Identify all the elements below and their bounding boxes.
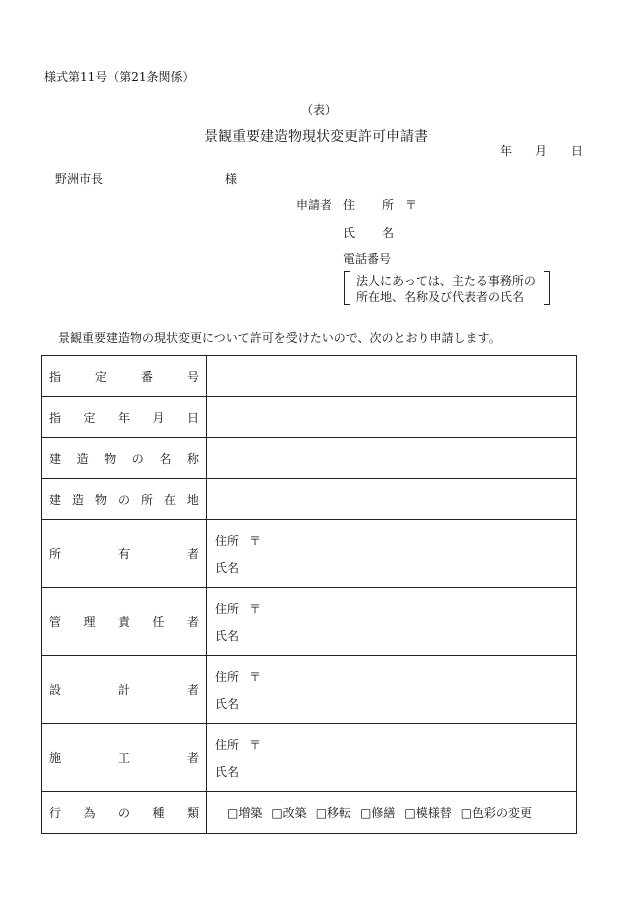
label-char: 計: [117, 683, 130, 697]
row-label: [42, 356, 207, 397]
label-char: 施: [49, 751, 62, 765]
table-row-contractor: [42, 724, 577, 792]
table-row-designation-date: [42, 397, 577, 438]
label-char: 地: [186, 492, 199, 507]
label-char: 月: [152, 410, 165, 425]
row-label: [42, 397, 207, 438]
label-char: 指: [49, 369, 62, 384]
contractor-postal-mark: 〒: [249, 738, 262, 752]
label-char: 番: [140, 369, 153, 384]
label-char: 定: [83, 410, 96, 425]
applicant-address-label-2: 所: [382, 198, 395, 212]
label-char: 定: [94, 369, 107, 384]
row-label: [42, 479, 207, 520]
label-char: 責: [117, 615, 130, 629]
checkbox-relocation[interactable]: □移転: [315, 806, 352, 820]
application-statement: 景観重要建造物の現状変更について許可を受けたいので、次のとおり申請します。: [58, 331, 501, 345]
applicant-name-label-2: 名: [382, 226, 395, 240]
contractor-field[interactable]: [207, 724, 577, 792]
label-char: 造: [71, 492, 84, 507]
label-char: 所: [140, 492, 153, 507]
owner-field[interactable]: [207, 520, 577, 588]
label-char: 年: [117, 410, 130, 425]
label-char: 物: [104, 451, 117, 466]
applicant-phone-label: 電話番号: [343, 252, 392, 266]
manager-postal-mark: 〒: [249, 602, 262, 616]
page-title: 景観重要建造物現状変更許可申請書: [204, 129, 428, 145]
bracket-left: [344, 271, 350, 305]
date-month-label: 月: [535, 144, 548, 158]
designation-number-field[interactable]: [207, 356, 577, 397]
label-char: 造: [76, 451, 89, 466]
date-year-label: 年: [500, 144, 513, 158]
corporate-note-line-1: 法人にあっては、主たる事務所の: [356, 274, 536, 288]
building-location-field[interactable]: [207, 479, 577, 520]
owner-address-label: 住所: [215, 534, 240, 548]
table-row-manager: [42, 588, 577, 656]
table-row-building-name: [42, 438, 577, 479]
applicant-postal-mark: 〒: [405, 198, 418, 212]
action-type-field: [207, 792, 577, 834]
label-char: 工: [117, 751, 130, 765]
checkbox-remodel[interactable]: □模様替: [404, 806, 452, 820]
table-row-building-location: [42, 479, 577, 520]
table-row-designation-number: [42, 356, 577, 397]
date-day-label: 日: [571, 144, 584, 158]
label-char: 号: [186, 369, 199, 384]
manager-address-label: 住所: [215, 602, 240, 616]
applicant-name-label-1: 氏: [343, 226, 356, 240]
row-label: [42, 792, 207, 834]
designer-postal-mark: 〒: [249, 670, 262, 684]
label-char: 物: [94, 492, 107, 507]
label-char: 者: [186, 615, 199, 629]
bracket-right: [544, 271, 550, 305]
label-char: 日: [186, 410, 199, 425]
checkbox-color-change[interactable]: □色彩の変更: [460, 806, 533, 820]
designer-field[interactable]: [207, 656, 577, 724]
label-char: 為: [83, 806, 96, 820]
manager-name-label: 氏名: [215, 629, 240, 643]
label-char: 称: [186, 451, 199, 466]
label-char: 管: [49, 615, 62, 629]
application-table: [41, 355, 577, 834]
label-char: 名: [159, 451, 172, 466]
label-char: の: [131, 451, 144, 466]
row-label: [42, 520, 207, 588]
table-row-action-type: [42, 792, 577, 834]
label-char: 種: [152, 806, 165, 820]
row-label: [42, 656, 207, 724]
applicant-address-label-1: 住: [343, 198, 356, 212]
owner-name-label: 氏名: [215, 561, 240, 575]
form-side: （表）: [301, 103, 338, 117]
checkbox-repair[interactable]: □修繕: [360, 806, 396, 820]
form-number: 様式第11号（第21条関係）: [44, 70, 195, 84]
label-char: 有: [117, 547, 130, 561]
designer-name-label: 氏名: [215, 697, 240, 711]
checkbox-rebuild[interactable]: □改築: [271, 806, 307, 820]
label-char: 者: [186, 547, 199, 561]
honorific: 様: [225, 172, 238, 186]
row-label: [42, 724, 207, 792]
label-char: 設: [49, 683, 62, 697]
label-char: 所: [49, 547, 62, 561]
addressee: 野洲市長: [55, 172, 104, 186]
label-char: 在: [163, 492, 176, 507]
row-label: [42, 438, 207, 479]
applicant-label: 申請者: [296, 198, 333, 212]
label-char: 指: [49, 410, 62, 425]
manager-field[interactable]: [207, 588, 577, 656]
owner-postal-mark: 〒: [249, 534, 262, 548]
table-row-owner: [42, 520, 577, 588]
corporate-note-line-2: 所在地、名称及び代表者の氏名: [356, 290, 525, 304]
contractor-address-label: 住所: [215, 738, 240, 752]
label-char: の: [117, 806, 130, 820]
label-char: 建: [49, 451, 62, 466]
designer-address-label: 住所: [215, 670, 240, 684]
row-label: [42, 588, 207, 656]
label-char: 行: [49, 806, 62, 820]
corporate-note-bracket: [344, 271, 550, 303]
contractor-name-label: 氏名: [215, 765, 240, 779]
building-name-field[interactable]: [207, 438, 577, 479]
label-char: 類: [186, 806, 199, 820]
label-char: 理: [83, 615, 96, 629]
label-char: 任: [152, 615, 165, 629]
table-row-designer: [42, 656, 577, 724]
designation-date-field[interactable]: [207, 397, 577, 438]
label-char: 者: [186, 683, 199, 697]
label-char: 建: [49, 492, 62, 507]
label-char: 者: [186, 751, 199, 765]
checkbox-extension[interactable]: □増築: [227, 806, 263, 820]
label-char: の: [117, 492, 130, 507]
